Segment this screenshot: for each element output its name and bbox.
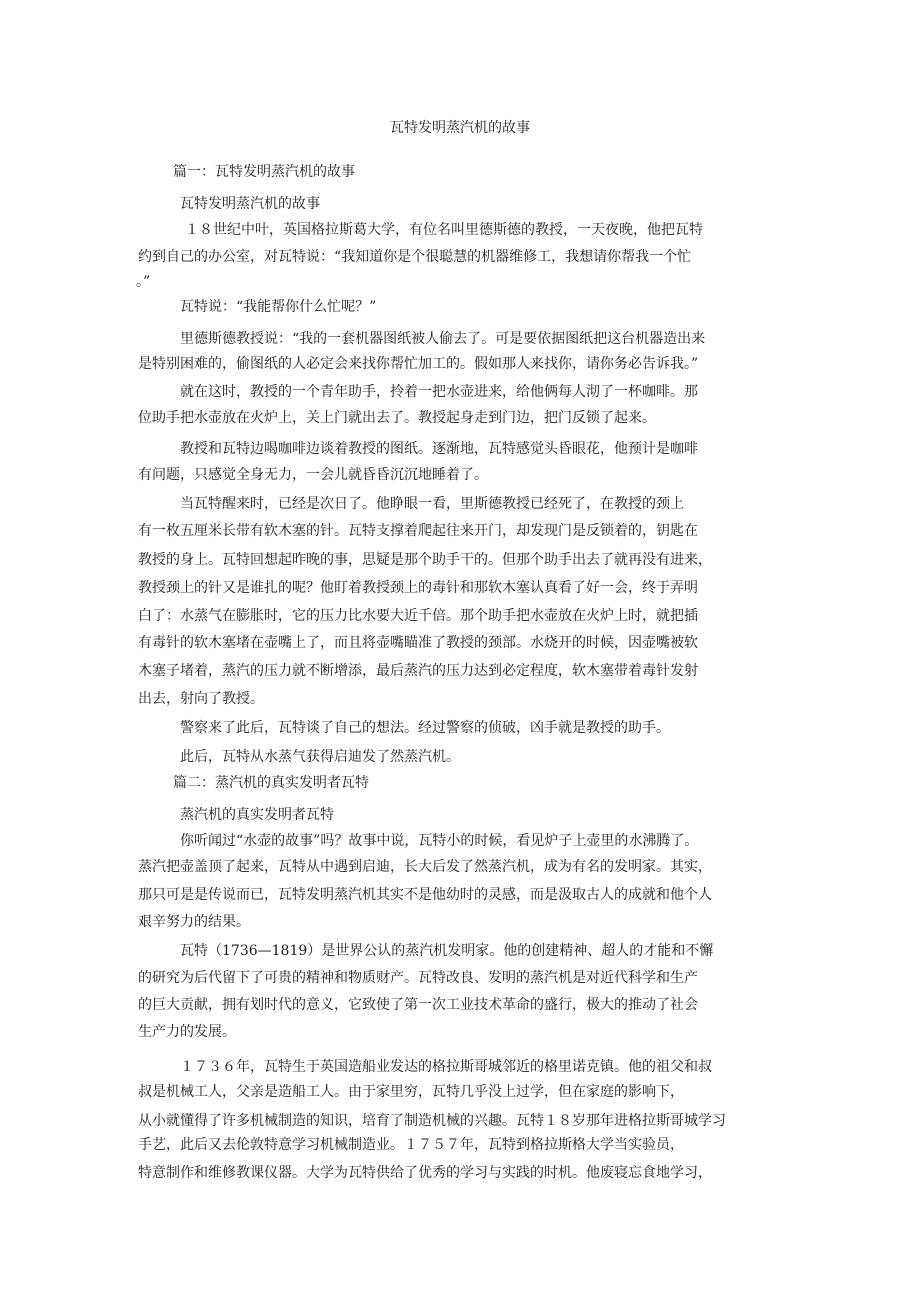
paragraph-line: 瓦特说：“我能帮你什么忙呢？”	[180, 299, 377, 315]
paragraph-line: 教授颈上的针又是谁扎的呢？他盯着教授颈上的毒针和那软木塞认真看了好一会，终于弄明	[138, 580, 698, 596]
story-title-2: 蒸汽机的真实发明者瓦特	[180, 807, 334, 823]
paragraph-line: 那只可是是传说而已，瓦特发明蒸汽机其实不是他幼时的灵感，而是汲取古人的成就和他个人	[138, 887, 712, 903]
paragraph-line: 蒸汽把壶盖顶了起来，瓦特从中遇到启迪，长大后发了然蒸汽机，成为有名的发明家。其实，	[138, 859, 712, 875]
paragraph-line: 的巨大贡献，拥有划时代的意义，它致使了第一次工业技术革命的盛行，极大的推动了社会	[138, 997, 698, 1013]
paragraph-line: 有一枚五厘米长带有软木塞的针。瓦特支撑着爬起往来开门，却发现门是反锁着的，钥匙在	[138, 523, 698, 539]
paragraph-line: 约到自己的办公室，对瓦特说：“我知道你是个很聪慧的机器维修工，我想请你帮我一个忙	[138, 249, 692, 265]
paragraph-line: 瓦特（1736—1819）是世界公认的蒸汽机发明家。他的创建精神、超人的才能和不懈	[180, 943, 714, 959]
paragraph-line: 就在这时，教授的一个青年助手，拎着一把水壶进来，给他俩每人沏了一杯咖啡。那	[180, 384, 698, 400]
paragraph-line: 警察来了此后，瓦特谈了自己的想法。经过警察的侦破，凶手就是教授的助手。	[180, 720, 670, 736]
story-title-1: 瓦特发明蒸汽机的故事	[180, 196, 320, 212]
paragraph-line: 木塞子堵着，蒸汽的压力就不断增添，最后蒸汽的压力达到必定程度，软木塞带着毒针发射	[138, 663, 698, 679]
paragraph-line: 位助手把水壶放在火炉上，关上门就出去了。教授起身走到门边，把门反锁了起来。	[138, 410, 656, 426]
paragraph-line: 特意制作和维修教课仪器。大学为瓦特供给了优秀的学习与实践的时机。他废寝忘食地学习，	[138, 1165, 712, 1181]
paragraph-line: 。”	[136, 274, 151, 290]
paragraph-line: 生产力的发展。	[138, 1024, 236, 1040]
paragraph-line: 是特别困难的，偷图纸的人必定会来找你帮忙加工的。假如那人来找你，请你务必告诉我。”	[138, 356, 699, 372]
paragraph-line: 有问题，只感觉全身无力，一会儿就昏昏沉沉地睡着了。	[138, 467, 488, 483]
paragraph-line: １８世纪中叶，英国格拉斯葛大学，有位名叫里德斯德的教授，一天夜晚，他把瓦特	[185, 222, 703, 238]
paragraph-line: 的研究为后代留下了可贵的精神和物质财产。瓦特改良、发明的蒸汽机是对近代科学和生产	[138, 970, 698, 986]
document-title: 瓦特发明蒸汽机的故事	[390, 120, 530, 136]
paragraph-line: 里德斯德教授说：“我的一套机器图纸被人偷去了。可是要依据图纸把这台机器造出来	[180, 331, 706, 347]
section-heading-2: 篇二：蒸汽机的真实发明者瓦特	[173, 775, 369, 791]
paragraph-line: 当瓦特醒来时，已经是次日了。他睁眼一看，里斯德教授已经死了，在教授的颈上	[180, 496, 684, 512]
paragraph-line: 教授的身上。瓦特回想起昨晚的事，思疑是那个助手干的。但那个助手出去了就再没有进来，	[138, 552, 712, 568]
section-heading-1: 篇一：瓦特发明蒸汽机的故事	[173, 164, 355, 180]
paragraph-line: 叔是机械工人，父亲是造船工人。由于家里穷，瓦特几乎没上过学，但在家庭的影响下，	[138, 1084, 684, 1100]
paragraph-line: 从小就懂得了许多机械制造的知识，培育了制造机械的兴趣。瓦特１８岁那年进格拉斯哥城学习	[138, 1113, 726, 1129]
paragraph-line: 你听闻过“水壶的故事”吗？故事中说，瓦特小的时候，看见炉子上壶里的水沸腾了。	[180, 833, 699, 849]
paragraph-line: 手艺，此后又去伦敦特意学习机械制造业。１７５７年，瓦特到格拉斯格大学当实验员，	[138, 1137, 684, 1153]
paragraph-line: 出去，射向了教授。	[138, 691, 264, 707]
paragraph-line: 教授和瓦特边喝咖啡边谈着教授的图纸。逐渐地，瓦特感觉头昏眼花，他预计是咖啡	[180, 441, 698, 457]
paragraph-line: 白了：水蒸气在膨胀时，它的压力比水要大近千倍。那个助手把水壶放在火炉上时，就把插	[138, 608, 698, 624]
paragraph-line: 此后，瓦特从水蒸气获得启迪发了然蒸汽机。	[180, 749, 460, 765]
paragraph-line: １７３６年，瓦特生于英国造船业发达的格拉斯哥城邻近的格里诺克镇。他的祖父和叔	[180, 1059, 712, 1075]
paragraph-line: 有毒针的软木塞堵在壶嘴上了，而且将壶嘴瞄准了教授的颈部。水烧开的时候，因壶嘴被软	[138, 635, 698, 651]
paragraph-line: 艰辛努力的结果。	[138, 914, 250, 930]
